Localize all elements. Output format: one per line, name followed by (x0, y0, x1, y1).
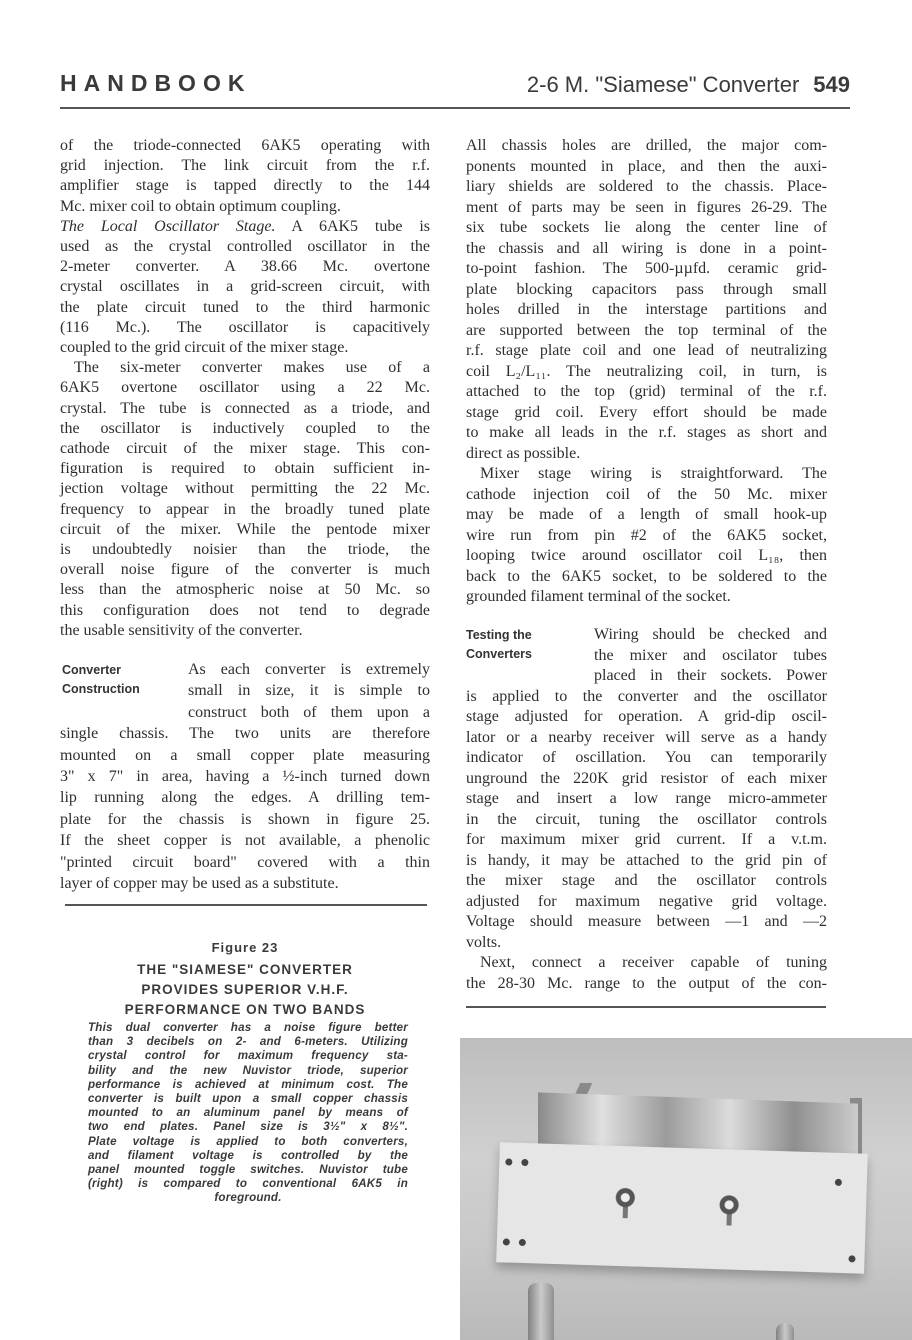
text-line: 6AK5 overtone oscillator using a 22 Mc. (60, 379, 430, 397)
text-line: performance is achieved at minimum cost. The (88, 1077, 408, 1091)
text-line: stage grid coil. Every effort should be made (466, 403, 827, 421)
front-panel (496, 1142, 868, 1274)
6ak5-tube (528, 1283, 554, 1340)
text-line: attached to the top (grid) terminal of the r.f. (466, 383, 827, 400)
running-head (527, 72, 850, 98)
text-line: is applied to the converter and the oscillator (466, 687, 827, 705)
text-line: and filament voltage is controlled by the (88, 1148, 408, 1162)
text-line: in the circuit, tuning the oscillator controls (466, 810, 827, 828)
text-line: indicator of oscillation. You can temporarily (466, 749, 827, 766)
text-line: cathode circuit of the mixer stage. This con- (60, 440, 430, 457)
converter-photo (460, 1038, 912, 1340)
paragraph-testing (466, 625, 827, 953)
running-head-book: HANDBOOK (60, 70, 252, 96)
text-line: used as the crystal controlled oscillator in the (60, 238, 430, 255)
text-line: the oscillator is inductively coupled to the (60, 419, 430, 437)
figure-title-line: PERFORMANCE ON TWO BANDS (124, 1002, 366, 1017)
text-line: placed in their sockets. Power (594, 667, 827, 684)
text-line-rest: A 6AK5 tube is (275, 217, 430, 235)
paragraph-mixer-coupling (60, 136, 430, 217)
text-line: figuration is required to obtain sufficient in- (60, 460, 430, 478)
paragraph-construction (60, 659, 430, 894)
text-line: for maximum mixer grid current. If a v.t.m. (466, 831, 827, 848)
text-line: to make all leads in the r.f. stages as short and (466, 424, 827, 441)
text-line: looping twice around oscillator coil L₁₈, then (466, 547, 827, 564)
figure-title-line: PROVIDES SUPERIOR V.H.F. (141, 982, 349, 997)
text-line: panel mounted toggle switches. Nuvistor tube (88, 1163, 408, 1177)
panel-screw (848, 1255, 855, 1262)
header-rule (60, 107, 850, 109)
text-line: small in size, it is simple to (188, 682, 430, 700)
text-line: foreground. (214, 1191, 282, 1205)
figure-title-line: THE "SIAMESE" CONVERTER (137, 962, 353, 977)
text-line: Wiring should be checked and (594, 626, 827, 643)
figure-caption (88, 1021, 408, 1206)
text-line: If the sheet copper is not available, a phenolic (60, 832, 430, 850)
text-line: lator or a nearby receiver will serve as a handy (466, 728, 827, 746)
text-line: As each converter is extremely (188, 661, 430, 678)
figure-title (60, 960, 430, 1020)
text-line: circuit of the mixer. While the pentode mixer (60, 520, 430, 538)
text-line: coil L₂/L₁₁. The neutralizing coil, in turn, is (466, 362, 827, 380)
text-line: this configuration does not tend to degrade (60, 601, 430, 619)
panel-screw (835, 1179, 842, 1186)
text-line: (116 Mc.). The oscillator is capacitively (60, 318, 430, 336)
text-line: the 28-30 Mc. range to the output of the con- (466, 974, 827, 992)
text-line: r.f. stage plate coil and one lead of neutralizing (466, 342, 827, 359)
text-line: Voltage should measure between —1 and —2 (466, 913, 827, 930)
text-line: the chassis and all wiring is done in a point- (466, 239, 827, 257)
text-line: wire run from pin #2 of the 6AK5 socket, (466, 526, 827, 544)
text-line: of the triode-connected 6AK5 operating with (60, 137, 430, 154)
page-number: 549 (813, 72, 850, 97)
text-line: Plate voltage is applied to both converters, (88, 1134, 408, 1148)
text-line: is handy, it may be attached to the grid pin of (466, 851, 827, 869)
text-line: the usable sensitivity of the converter. (60, 621, 303, 639)
panel-screw (521, 1159, 528, 1166)
side-heading-line: Testing the (466, 628, 532, 642)
text-line: less than the atmospheric noise at 50 Mc. so (60, 581, 430, 599)
side-heading-line: Converter (62, 663, 122, 677)
text-line: Mixer stage wiring is straightforward. The (480, 465, 827, 482)
text-line: crystal. The tube is connected as a triode, and (60, 399, 430, 417)
text-line: than 3 decibels on 2- and 6-meters. Utilizing (88, 1035, 408, 1049)
text-line: the mixer stage and the oscillator controls (466, 872, 827, 889)
text-line: overall noise figure of the converter is much (60, 561, 430, 579)
text-line: the plate circuit tuned to the third harmonic (60, 298, 430, 316)
text-line: grid injection. The link circuit from the r.f. (60, 157, 430, 175)
text-line: Mc. mixer coil to obtain optimum coupling. (60, 197, 341, 215)
paragraph-six-meter (60, 358, 430, 641)
side-heading-line: Construction (62, 682, 140, 696)
paragraph-chassis-assembly (466, 136, 827, 464)
text-line: crystal control for maximum frequency sta- (88, 1049, 408, 1063)
toggle-switch-6m (717, 1193, 740, 1232)
panel-screw (505, 1158, 512, 1165)
text-line: is undoubtedly noisier than the triode, the (60, 541, 430, 559)
text-line: cathode injection coil of the 50 Mc. mixer (466, 485, 827, 503)
paragraph-mixer-wiring (466, 464, 827, 608)
panel-screw (503, 1238, 510, 1245)
text-line: grounded filament terminal of the socket. (466, 588, 731, 605)
text-line: The six-meter converter makes use of a (74, 359, 430, 377)
text-line: adjusted for maximum negative grid voltage. (466, 892, 827, 910)
toggle-switch-2m (613, 1186, 636, 1225)
text-line: single chassis. The two units are therefore (60, 725, 430, 743)
text-line: six tube sockets lie along the center line of (466, 219, 827, 236)
paragraph-next-receiver (466, 953, 827, 994)
text-line: frequency to appear in the broadly tuned plate (60, 500, 430, 518)
text-line: holes drilled in the interstage partitions and (466, 301, 827, 318)
column-rule-left (65, 904, 427, 906)
text-line: This dual converter has a noise figure better (88, 1021, 408, 1034)
text-line: 2-meter converter. A 38.66 Mc. overtone (60, 258, 430, 276)
text-line: are supported between the top terminal of the (466, 321, 827, 339)
figure-label: Figure 23 (211, 940, 279, 955)
text-line: (right) is compared to conventional 6AK5 in (88, 1177, 408, 1191)
text-line: lip running along the edges. A drilling tem- (60, 789, 430, 807)
text-line: amplifier stage is tapped directly to the 144 (60, 177, 430, 195)
text-line: plate blocking capacitors pass through small (466, 280, 827, 298)
text-line: converter is built upon a small copper chassis (88, 1092, 408, 1106)
text-line: unground the 220K grid resistor of each mixer (466, 769, 827, 787)
text-line: "printed circuit board" covered with a thin (60, 853, 430, 871)
text-line: stage adjusted for operation. A grid-dip oscil- (466, 708, 827, 725)
text-line: plate for the chassis is shown in figure 25. (60, 810, 430, 828)
text-line: may be made of a length of small hook-up (466, 506, 827, 523)
panel-screw (519, 1239, 526, 1246)
text-line: crystal oscillates in a grid-screen circuit, with (60, 278, 430, 296)
paragraph-local-oscillator (60, 217, 430, 358)
text-line: two end plates. Panel size is 3½" x 8½". (88, 1120, 408, 1134)
text-line: All chassis holes are drilled, the major com- (466, 137, 827, 154)
text-line: back to the 6AK5 socket, to be soldered to the (466, 567, 827, 585)
text-line: 3" x 7" in area, having a ½-inch turned down (60, 768, 430, 786)
text-line: volts. (466, 933, 502, 951)
text-line: the mixer and oscilator tubes (594, 646, 827, 664)
text-line: Next, connect a receiver capable of tuning (480, 954, 827, 971)
text-line (60, 217, 430, 237)
nuvistor-tube (776, 1323, 794, 1340)
text-line: bility and the new Nuvistor triode, superior (88, 1063, 408, 1077)
section-title: 2-6 M. "Siamese" Converter (526, 72, 800, 97)
text-line: ment of parts may be seen in figures 26-29. The (466, 198, 827, 216)
text-line: to-point fashion. The 500-µµfd. ceramic grid- (466, 260, 827, 277)
text-line: direct as possible. (466, 444, 581, 462)
text-line: mounted to an aluminum panel by means of (88, 1106, 408, 1120)
text-line: construct both of them upon a (188, 703, 430, 721)
side-heading-line: Converters (466, 647, 532, 661)
text-line: liary shields are soldered to the chassis. Place- (466, 178, 827, 195)
text-line: layer of copper may be used as a substitute. (60, 875, 339, 893)
column-rule-right (466, 1006, 826, 1008)
text-line: coupled to the grid circuit of the mixer stage. (60, 339, 349, 357)
text-line: stage and insert a low range micro-ammeter (466, 790, 827, 807)
text-line: mounted on a small copper plate measuring (60, 746, 430, 764)
text-line: ponents mounted in place, and then the auxi- (466, 157, 827, 175)
text-line: jection voltage without permitting the 22 Mc. (60, 480, 430, 498)
run-in-heading: The Local Oscillator Stage. (60, 217, 276, 235)
